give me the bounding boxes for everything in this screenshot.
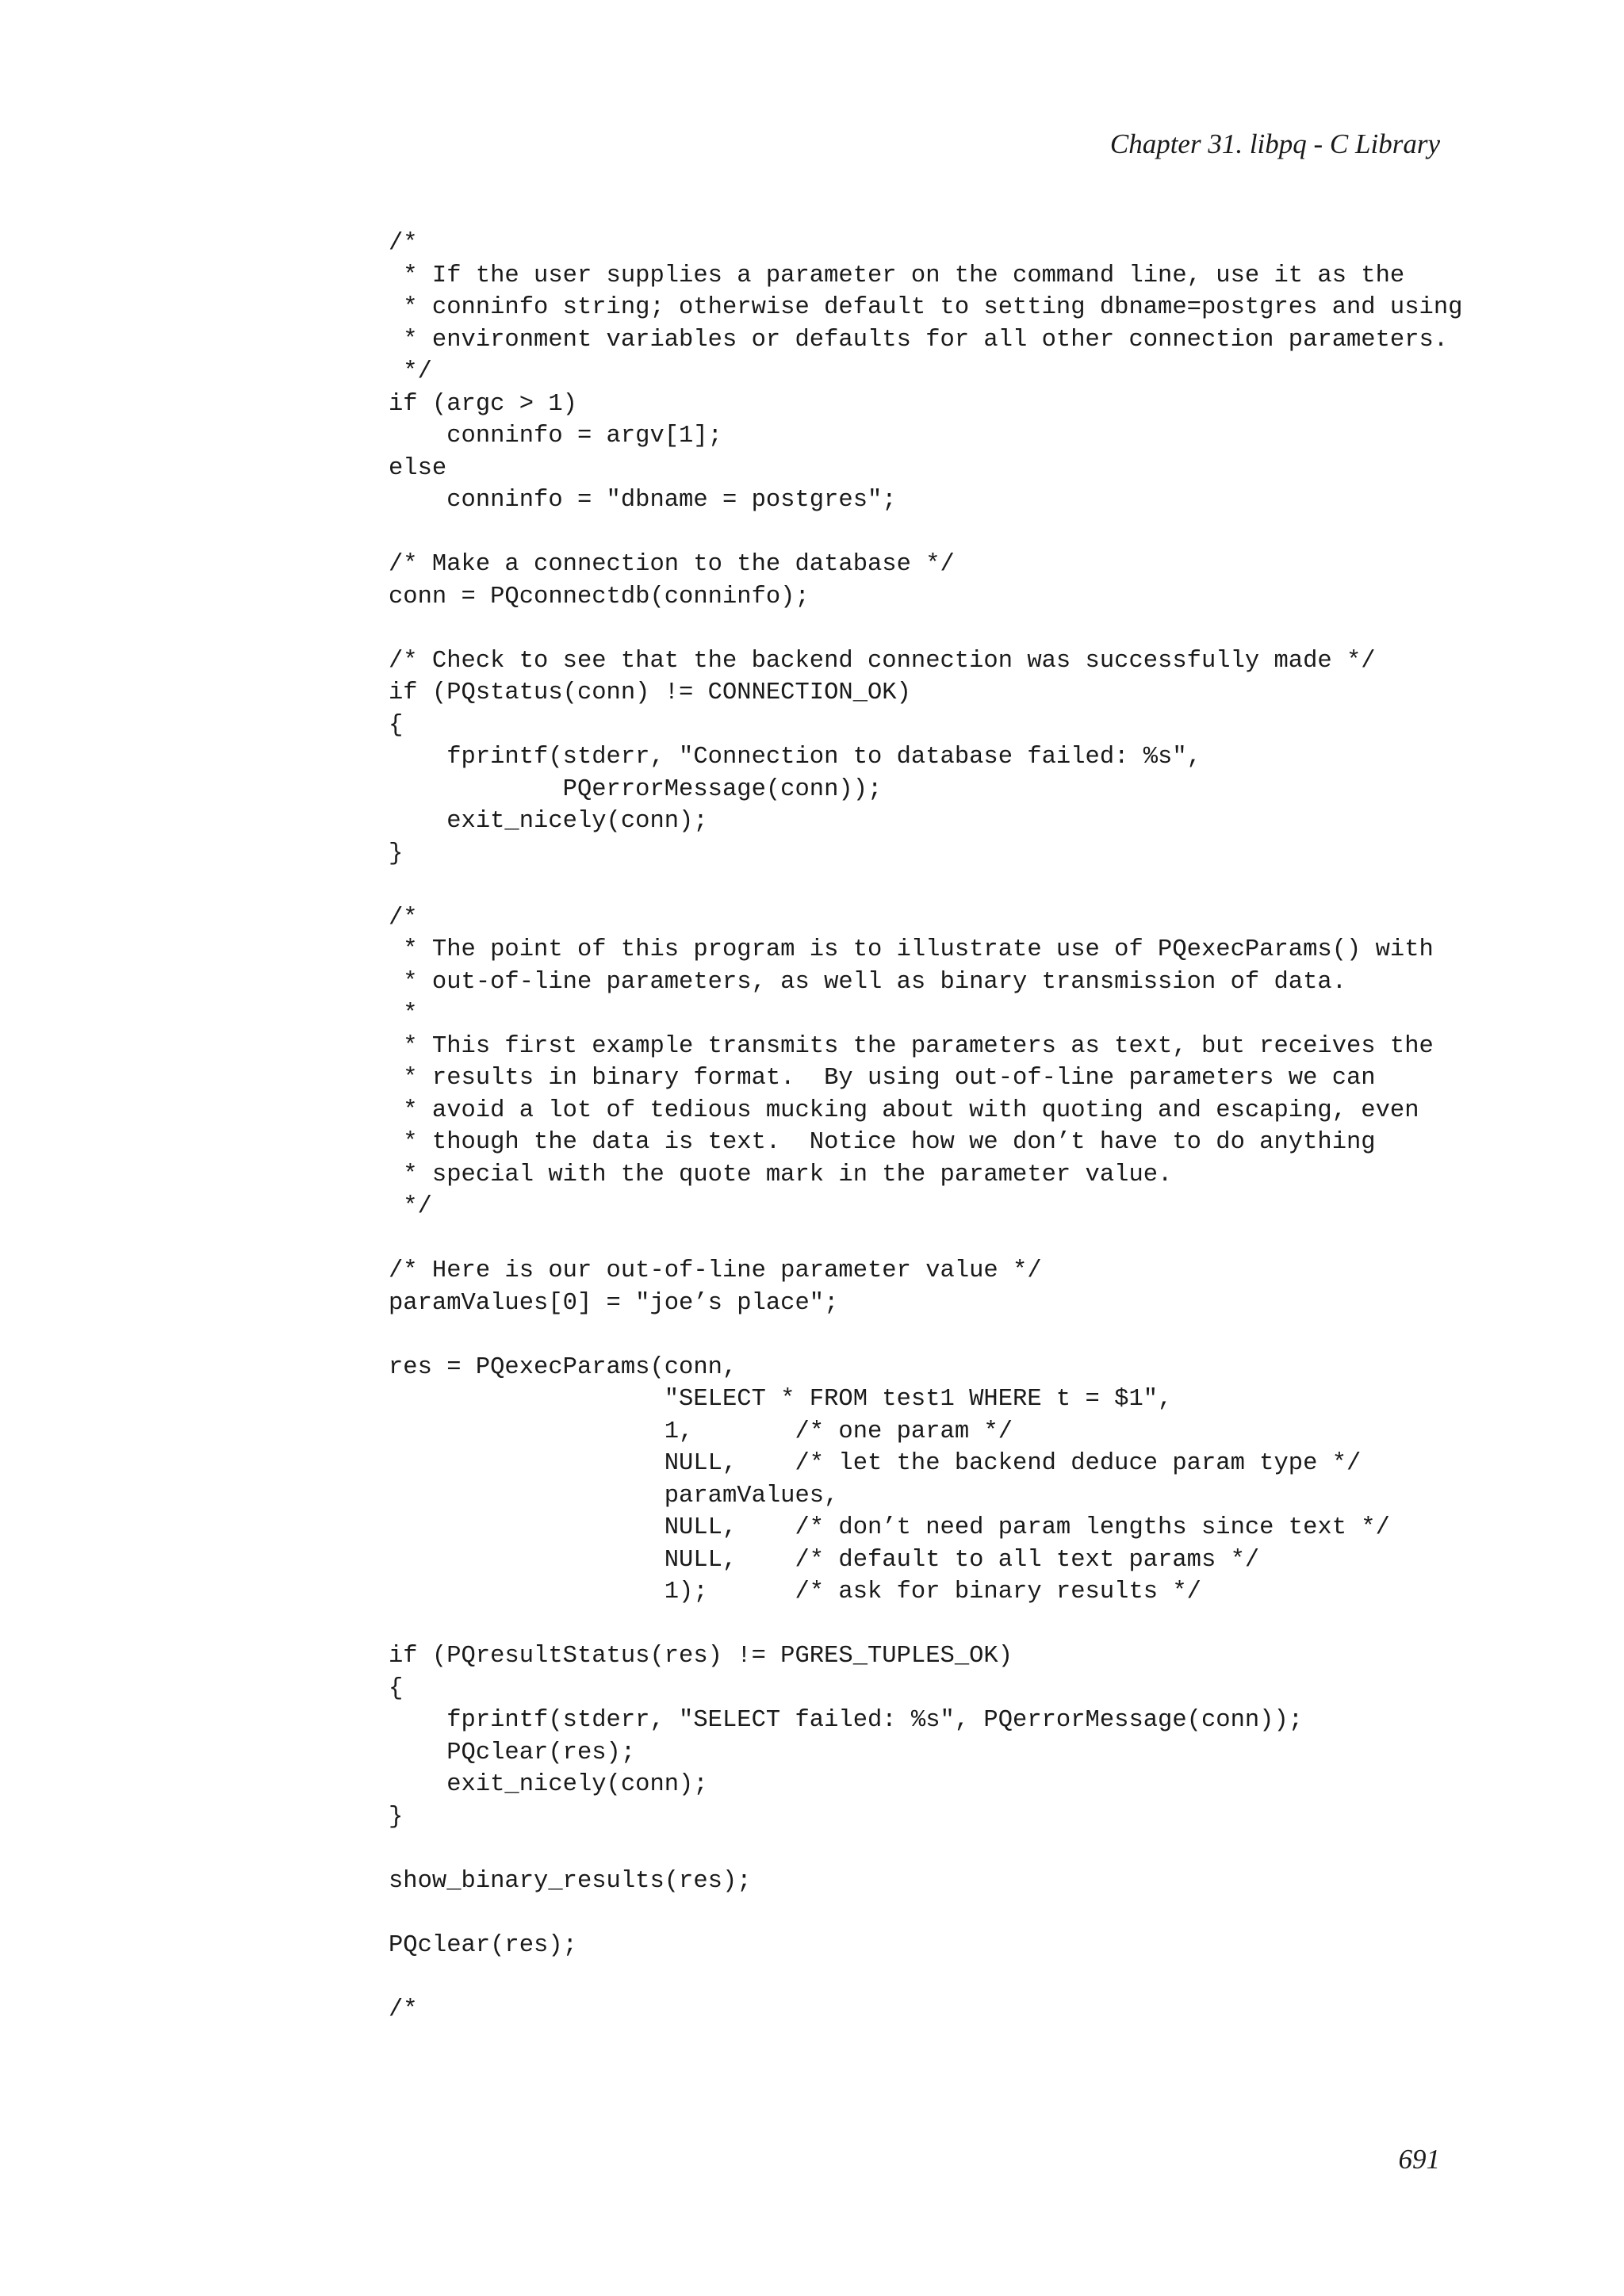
code-line: * special with the quote mark in the parameter value. xyxy=(389,1161,1173,1188)
code-line xyxy=(389,517,1462,549)
code-line: PQclear(res); xyxy=(389,1739,636,1766)
code-listing xyxy=(389,228,1462,2026)
code-line xyxy=(389,613,1462,645)
code-line: NULL, /* default to all text params */ xyxy=(389,1546,1260,1574)
code-line xyxy=(389,1833,1462,1866)
code-line: PQclear(res); xyxy=(389,1931,577,1959)
code-line: * The point of this program is to illustrate use of PQexecParams() with xyxy=(389,936,1434,963)
code-line: PQerrorMessage(conn)); xyxy=(389,775,883,803)
code-line: * If the user supplies a parameter on the command line, use it as the xyxy=(389,262,1405,289)
code-line: NULL, /* don’t need param lengths since text */ xyxy=(389,1514,1390,1541)
code-line xyxy=(389,1609,1462,1641)
code-line xyxy=(389,870,1462,902)
code-line: show_binary_results(res); xyxy=(389,1867,752,1895)
code-line: { xyxy=(389,1674,404,1702)
code-line: "SELECT * FROM test1 WHERE t = $1", xyxy=(389,1386,1173,1413)
code-line: if (PQresultStatus(res) != PGRES_TUPLES_OK) xyxy=(389,1643,1013,1670)
code-line: /* Here is our out-of-line parameter value */ xyxy=(389,1257,1042,1284)
code-line: * environment variables or defaults for all other connection parameters. xyxy=(389,326,1449,354)
code-line xyxy=(389,1319,1462,1352)
code-line: if (PQstatus(conn) != CONNECTION_OK) xyxy=(389,679,911,706)
code-line: NULL, /* let the backend deduce param type */ xyxy=(389,1450,1362,1477)
code-line: exit_nicely(conn); xyxy=(389,808,708,835)
code-line: * though the data is text. Notice how we don’t have to do anything xyxy=(389,1129,1376,1156)
code-line: } xyxy=(389,1803,404,1831)
code-line: conn = PQconnectdb(conninfo); xyxy=(389,583,810,610)
code-line: fprintf(stderr, "SELECT failed: %s", PQerrorMessage(conn)); xyxy=(389,1707,1304,1734)
code-line: * xyxy=(389,1001,418,1027)
code-line: { xyxy=(389,711,404,739)
code-line: * results in binary format. By using out-of-line parameters we can xyxy=(389,1065,1376,1092)
running-header: Chapter 31. libpq - C Library xyxy=(1109,128,1440,159)
code-line: * This first example transmits the parameters as text, but receives the xyxy=(389,1032,1434,1060)
code-line: conninfo = argv[1]; xyxy=(389,423,722,450)
code-line: /* Make a connection to the database */ xyxy=(389,551,955,578)
page-number: 691 xyxy=(1398,2144,1440,2175)
code-line: /* xyxy=(389,904,418,932)
code-line: 1, /* one param */ xyxy=(389,1418,1013,1445)
code-line: } xyxy=(389,840,404,867)
code-line: * out-of-line parameters, as well as binary transmission of data. xyxy=(389,968,1346,996)
code-line: else xyxy=(389,454,447,482)
code-line: /* xyxy=(389,230,418,257)
code-line: fprintf(stderr, "Connection to database failed: %s", xyxy=(389,744,1201,771)
code-line xyxy=(389,1223,1462,1256)
code-line: paramValues, xyxy=(389,1482,839,1510)
code-line: conninfo = "dbname = postgres"; xyxy=(389,487,897,514)
code-line xyxy=(389,1961,1462,1994)
code-line: */ xyxy=(389,358,432,385)
code-line: exit_nicely(conn); xyxy=(389,1771,708,1798)
code-line: * avoid a lot of tedious mucking about with quoting and escaping, even xyxy=(389,1096,1419,1124)
code-line: 1); /* ask for binary results */ xyxy=(389,1578,1201,1605)
code-line: if (argc > 1) xyxy=(389,390,577,418)
code-line: /* xyxy=(389,1996,418,2023)
code-line: /* Check to see that the backend connection was successfully made */ xyxy=(389,647,1376,675)
code-line xyxy=(389,1897,1462,1930)
code-line: paramValues[0] = "joe’s place"; xyxy=(389,1289,839,1317)
code-line: res = PQexecParams(conn, xyxy=(389,1353,737,1381)
code-line: */ xyxy=(389,1193,432,1220)
code-line: * conninfo string; otherwise default to setting dbname=postgres and using xyxy=(389,294,1463,321)
